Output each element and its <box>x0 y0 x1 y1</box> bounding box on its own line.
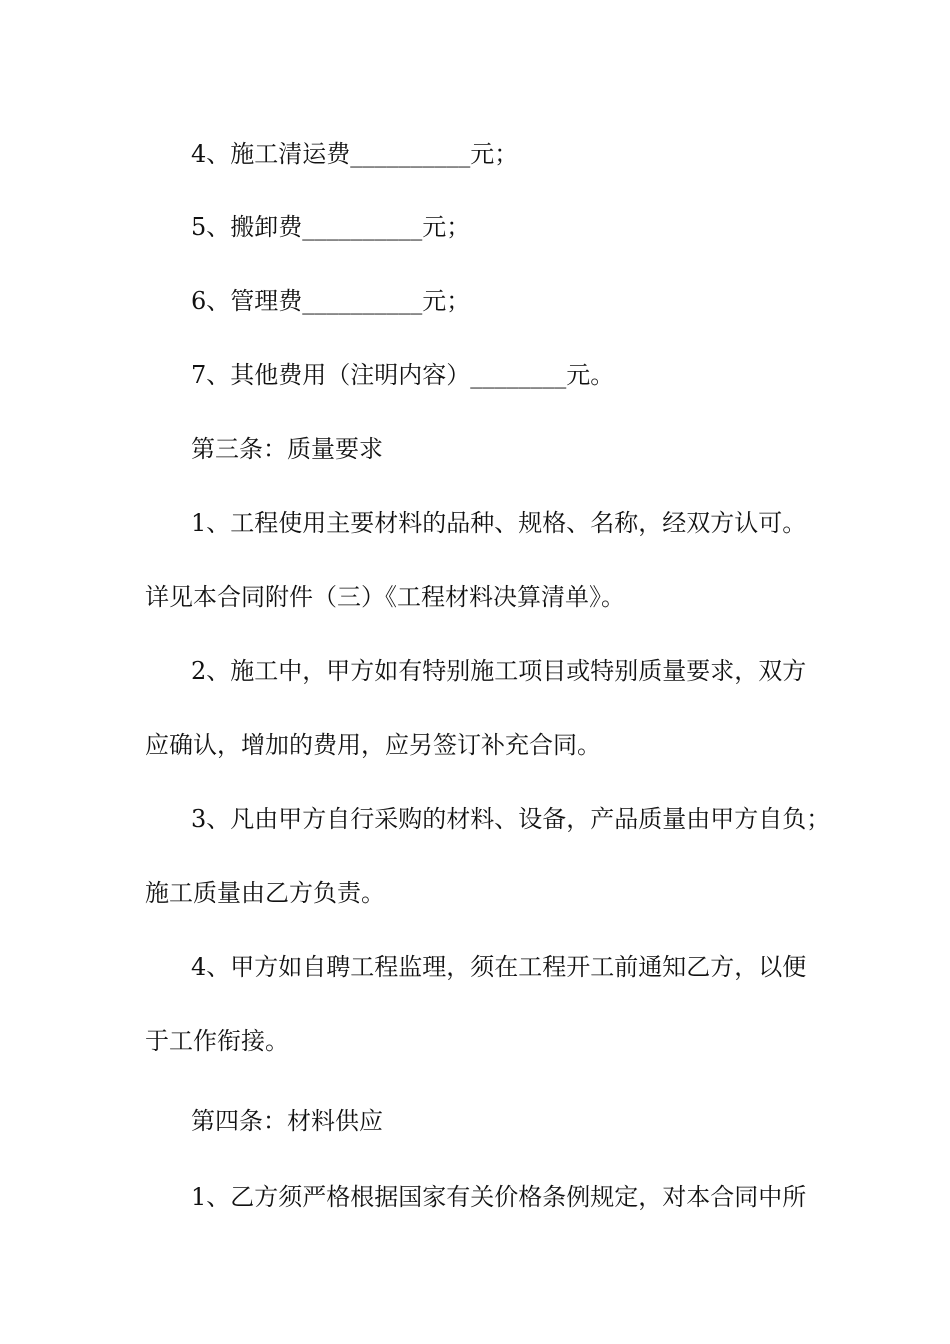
quality-item-4-line-1: 4、甲方如自聘工程监理，须在工程开工前通知乙方，以便 <box>191 953 807 981</box>
fee-line-management: 6、管理费__________元； <box>191 287 471 315</box>
quality-item-2-line-1: 2、施工中，甲方如有特别施工项目或特别质量要求，双方 <box>191 657 807 685</box>
quality-item-1-line-1: 1、工程使用主要材料的品种、规格、名称，经双方认可。 <box>191 509 807 537</box>
supply-item-1-line-1: 1、乙方须严格根据国家有关价格条例规定，对本合同中所 <box>191 1183 807 1211</box>
article-three-heading: 第三条：质量要求 <box>191 435 383 463</box>
quality-item-2-line-2: 应确认，增加的费用，应另签订补充合同。 <box>145 731 601 759</box>
quality-item-4-line-2: 于工作衔接。 <box>145 1027 289 1055</box>
fee-line-other: 7、其他费用（注明内容）________元。 <box>191 361 615 389</box>
article-four-heading: 第四条：材料供应 <box>191 1107 383 1135</box>
quality-item-3-line-1: 3、凡由甲方自行采购的材料、设备，产品质量由甲方自负； <box>191 805 831 833</box>
quality-item-3-line-2: 施工质量由乙方负责。 <box>145 879 385 907</box>
fee-line-cleanup: 4、施工清运费__________元； <box>191 140 519 168</box>
fee-line-handling: 5、搬卸费__________元； <box>191 213 471 241</box>
quality-item-1-line-2: 详见本合同附件（三）《工程材料决算清单》。 <box>145 583 625 611</box>
